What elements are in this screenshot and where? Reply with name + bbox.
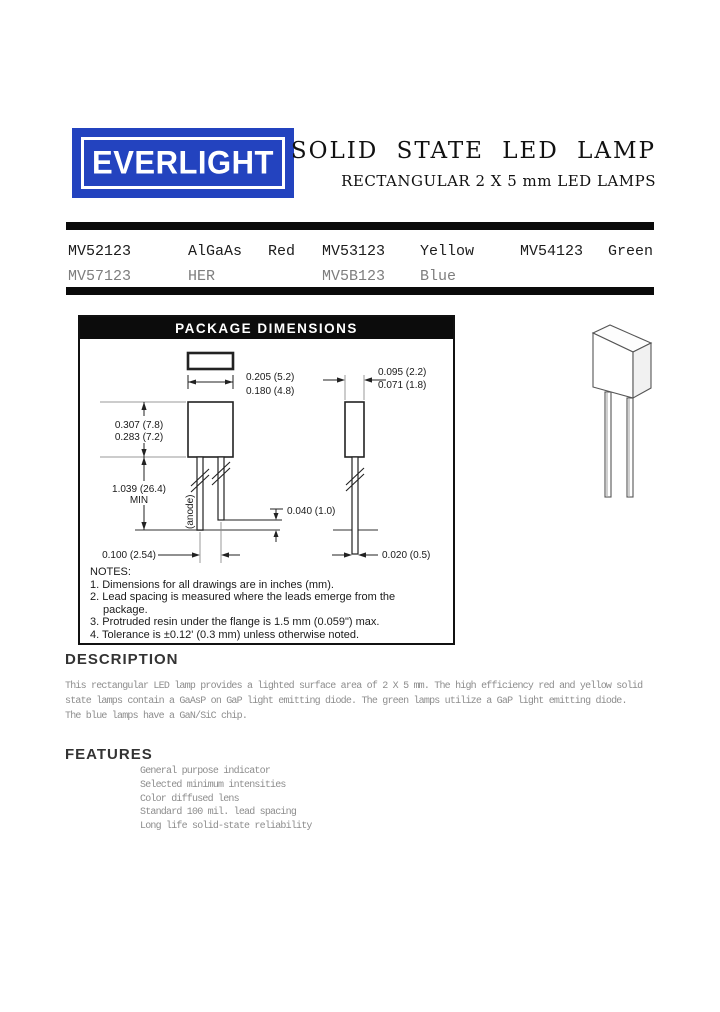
page-title: SOLID STATE LED LAMP bbox=[290, 138, 656, 164]
notes-title: NOTES: bbox=[90, 566, 131, 578]
description-line: This rectangular LED lamp provides a lighted surface area of 2 X 5 mm. The high efficiency red and yellow solid bbox=[65, 681, 643, 692]
everlight-logo bbox=[72, 128, 294, 198]
cathode-lead bbox=[218, 457, 224, 520]
feature-item: Standard 100 mil. lead spacing bbox=[140, 807, 297, 819]
note-line: 4. Tolerance is ±0.12' (0.3 mm) unless otherwise noted. bbox=[90, 628, 360, 641]
dim-lead-length: 1.039 (26.4) bbox=[112, 484, 166, 495]
features-heading: FEATURES bbox=[65, 746, 153, 763]
feature-item: Selected minimum intensities bbox=[140, 779, 286, 791]
package-dimensions-title: PACKAGE DIMENSIONS bbox=[80, 317, 453, 339]
note-line: 2. Lead spacing is measured where the leads emerge from the bbox=[90, 591, 396, 604]
dim-body-width-min: 0.180 (4.8) bbox=[246, 386, 295, 397]
part-number: MV52123 bbox=[68, 243, 132, 260]
part-number: MV57123 bbox=[68, 268, 132, 285]
side-view-body bbox=[345, 402, 364, 457]
description-line: The blue lamps have a GaN/SiC chip. bbox=[65, 711, 248, 722]
dim-body-depth-min: 0.071 (1.8) bbox=[378, 380, 427, 391]
part-color: Green bbox=[608, 243, 654, 260]
part-number: MV54123 bbox=[520, 243, 584, 260]
part-material: HER bbox=[188, 268, 216, 285]
note-line: 1. Dimensions for all drawings are in inches (mm). bbox=[90, 578, 334, 591]
anode-label: (anode) bbox=[185, 494, 196, 529]
logo-text: EVERLIGHT bbox=[92, 144, 274, 181]
anode-lead bbox=[197, 457, 203, 530]
note-line: 3. Protruded resin under the flange is 1.5 mm (0.059") max. bbox=[90, 616, 380, 629]
table-rule-bottom bbox=[66, 287, 654, 295]
dim-body-width-max: 0.205 (5.2) bbox=[246, 372, 295, 383]
part-color: Blue bbox=[420, 268, 457, 285]
package-dimensions-box bbox=[78, 315, 455, 645]
part-material: AlGaAs bbox=[188, 243, 243, 260]
side-view-lead bbox=[352, 457, 358, 554]
features-list bbox=[140, 765, 312, 834]
dim-body-depth-max: 0.095 (2.2) bbox=[378, 367, 427, 378]
part-color: Red bbox=[268, 243, 296, 260]
notes-block bbox=[90, 566, 446, 642]
description-line: state lamps contain a GaAsP on GaP light emitting diode. The green lamps utilize a GaP light emitting diode. bbox=[65, 696, 627, 707]
dim-lead-length-min: MIN bbox=[129, 495, 149, 506]
package-drawing bbox=[80, 339, 453, 564]
led-lamp-illustration bbox=[588, 318, 668, 503]
description-heading: DESCRIPTION bbox=[65, 651, 179, 668]
dim-body-height-max: 0.307 (7.8) bbox=[114, 420, 164, 431]
feature-item: General purpose indicator bbox=[140, 766, 271, 777]
part-number: MV53123 bbox=[322, 243, 386, 260]
description-text bbox=[65, 679, 642, 724]
front-view-body bbox=[188, 402, 233, 457]
page-subtitle: RECTANGULAR 2 X 5 mm LED LAMPS bbox=[341, 172, 656, 190]
dim-body-height-min: 0.283 (7.2) bbox=[114, 432, 164, 443]
top-view-outline bbox=[188, 353, 233, 369]
dim-standoff: 0.040 (1.0) bbox=[287, 506, 336, 517]
part-color: Yellow bbox=[420, 243, 475, 260]
part-number: MV5B123 bbox=[322, 268, 386, 285]
feature-item: Long life solid-state reliability bbox=[140, 821, 312, 833]
feature-item: Color diffused lens bbox=[140, 793, 239, 805]
table-rule-top bbox=[66, 222, 654, 230]
note-line: package. bbox=[103, 603, 148, 616]
dim-lead-width: 0.020 (0.5) bbox=[382, 550, 431, 561]
dim-lead-spacing: 0.100 (2.54) bbox=[102, 550, 156, 561]
